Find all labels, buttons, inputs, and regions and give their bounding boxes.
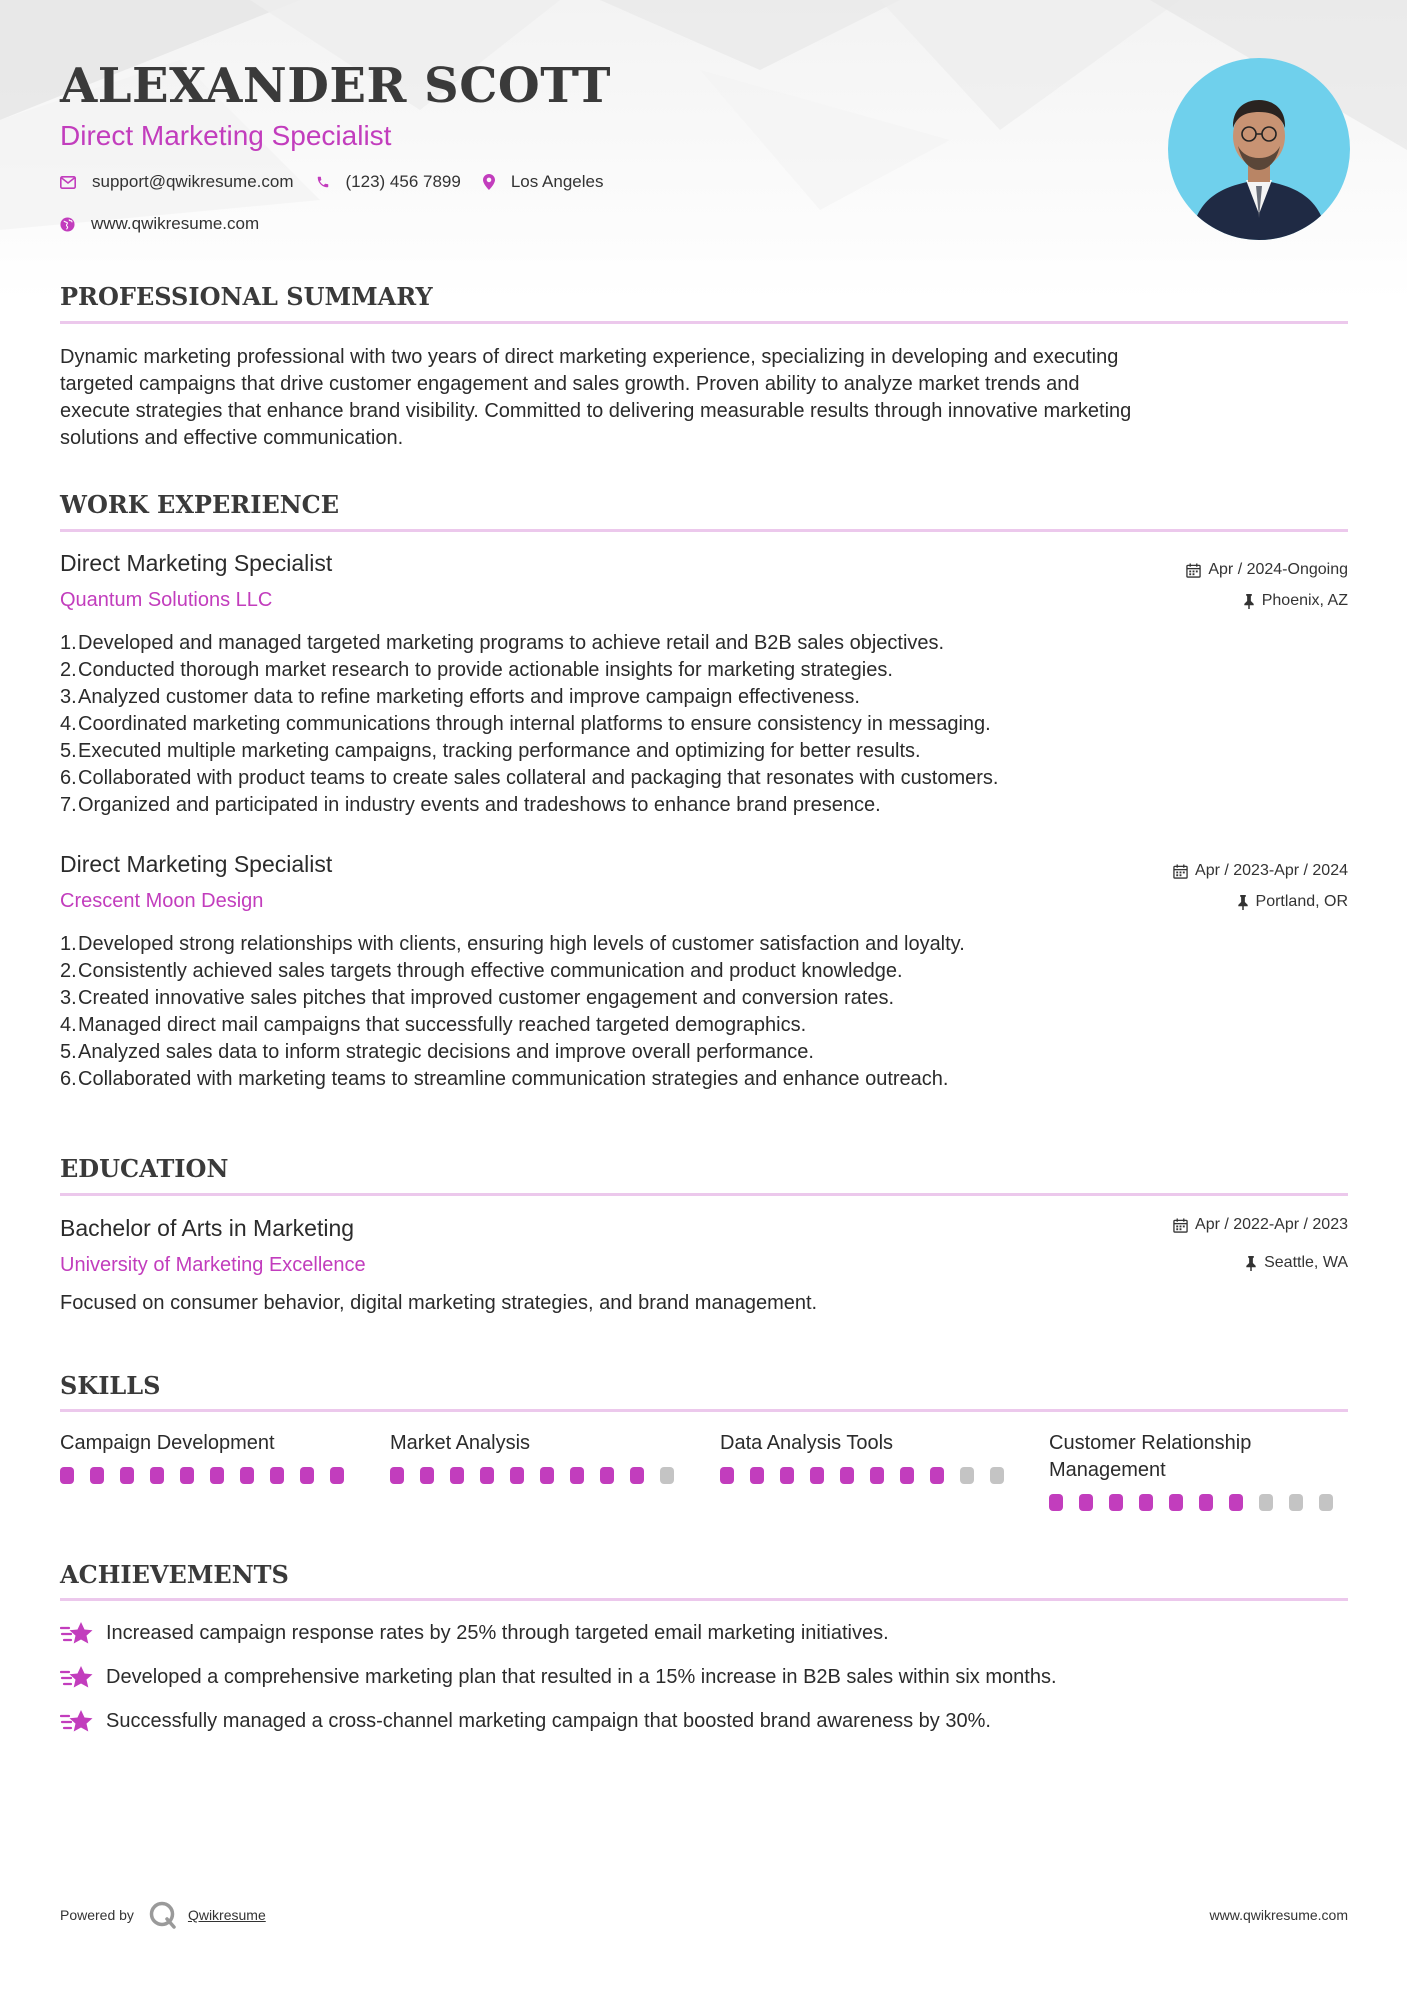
list-item: 1. Developed strong relationships with clients, ensuring high levels of customer satisfaction and loyalty. [60, 933, 965, 955]
shooting-star-icon [60, 1620, 94, 1646]
calendar-icon [1186, 563, 1201, 578]
section-title-experience: WORK EXPERIENCE [60, 490, 340, 519]
skill-item [1049, 1430, 1349, 1511]
list-item: 7. Organized and participated in industry events and tradeshows to enhance brand presence. [60, 794, 881, 816]
school-name: University of Marketing Excellence [60, 1254, 366, 1276]
skill-name: Management [1049, 1459, 1166, 1481]
skill-name: Campaign Development [60, 1432, 275, 1454]
section-title-achievements: ACHIEVEMENTS [60, 1560, 289, 1589]
phone-text: (123) 456 7899 [345, 172, 461, 191]
skill-rating [60, 1467, 360, 1484]
summary-line: execute strategies that enhance brand visibility. Committed to delivering measurable results through innovative marketing [60, 400, 1132, 422]
skill-item [60, 1430, 360, 1484]
job-dates [1173, 862, 1348, 880]
pushpin-icon [1243, 594, 1255, 609]
education-description: Focused on consumer behavior, digital marketing strategies, and brand management. [60, 1292, 818, 1314]
job-responsibilities [60, 630, 1348, 819]
rating-dot-filled [630, 1467, 644, 1484]
rating-dot-filled [450, 1467, 464, 1484]
job-title: Direct Marketing Specialist [60, 550, 333, 576]
envelope-icon [60, 176, 76, 189]
rating-dot-filled [1079, 1494, 1093, 1511]
rating-dot-filled [90, 1467, 104, 1484]
rating-dot-filled [510, 1467, 524, 1484]
job-location-text: Phoenix, AZ [1261, 592, 1348, 609]
rating-dot-filled [1109, 1494, 1123, 1511]
list-item: 4. Coordinated marketing communications through internal platforms to ensure consistency in messaging. [60, 713, 991, 735]
education-dates-text: Apr / 2022-Apr / 2023 [1195, 1216, 1348, 1233]
company-name: Crescent Moon Design [60, 890, 264, 912]
rating-dot-filled [210, 1467, 224, 1484]
degree-title: Bachelor of Arts in Marketing [60, 1215, 355, 1241]
rating-dot-empty [1319, 1494, 1333, 1511]
rating-dot-filled [840, 1467, 854, 1484]
rating-dot-filled [1139, 1494, 1153, 1511]
rating-dot-empty [960, 1467, 974, 1484]
profile-photo [1168, 58, 1350, 240]
list-item: 6. Collaborated with marketing teams to streamline communication strategies and enhance outreach. [60, 1068, 949, 1090]
rating-dot-filled [780, 1467, 794, 1484]
skill-rating [390, 1467, 690, 1484]
rating-dot-filled [240, 1467, 254, 1484]
rating-dot-empty [1289, 1494, 1303, 1511]
rating-dot-empty [1259, 1494, 1273, 1511]
contact-location [483, 172, 604, 192]
section-divider [60, 1409, 1348, 1412]
rating-dot-filled [120, 1467, 134, 1484]
rating-dot-empty [660, 1467, 674, 1484]
job-location-text: Portland, OR [1255, 893, 1348, 910]
achievement-item [60, 1664, 1057, 1690]
list-item: 1. Developed and managed targeted marketing programs to achieve retail and B2B sales objectives. [60, 632, 945, 654]
contact-row [60, 172, 625, 192]
rating-dot-filled [1169, 1494, 1183, 1511]
job-dates [1186, 561, 1348, 579]
rating-dot-filled [420, 1467, 434, 1484]
email-text: support@qwikresume.com [92, 172, 294, 191]
skill-item [720, 1430, 1020, 1484]
education-location-text: Seattle, WA [1264, 1254, 1348, 1271]
website-text: www.qwikresume.com [91, 214, 260, 233]
achievement-text: Increased campaign response rates by 25% through targeted email marketing initiatives. [106, 1621, 889, 1644]
section-divider [60, 1598, 1348, 1601]
rating-dot-filled [870, 1467, 884, 1484]
shooting-star-icon [60, 1708, 94, 1734]
powered-by-label: Powered by [60, 1907, 134, 1923]
rating-dot-filled [900, 1467, 914, 1484]
shooting-star-icon [60, 1664, 94, 1690]
section-title-education: EDUCATION [60, 1154, 229, 1183]
skill-rating [720, 1467, 1020, 1484]
rating-dot-filled [1049, 1494, 1063, 1511]
section-title-skills: SKILLS [60, 1371, 161, 1400]
candidate-role: Direct Marketing Specialist [60, 120, 392, 151]
summary-text [60, 344, 1348, 452]
rating-dot-filled [1199, 1494, 1213, 1511]
map-pin-icon [483, 174, 495, 190]
achievement-item [60, 1708, 991, 1734]
skill-rating [1049, 1494, 1349, 1511]
footer-powered-by [60, 1900, 266, 1930]
job-location [1243, 592, 1348, 610]
skill-item [390, 1430, 690, 1484]
contact-website[interactable] [60, 214, 259, 234]
calendar-icon [1173, 1218, 1188, 1233]
rating-dot-filled [540, 1467, 554, 1484]
contact-phone[interactable] [316, 172, 461, 192]
achievement-text: Successfully managed a cross-channel marketing campaign that boosted brand awareness by 30%. [106, 1709, 991, 1732]
rating-dot-filled [270, 1467, 284, 1484]
location-text: Los Angeles [510, 172, 604, 191]
rating-dot-filled [1229, 1494, 1243, 1511]
rating-dot-filled [750, 1467, 764, 1484]
qwikresume-logo-icon [148, 1900, 178, 1930]
education-dates [1173, 1216, 1348, 1234]
achievement-item [60, 1620, 889, 1646]
pushpin-icon [1237, 895, 1249, 910]
job-dates-text: Apr / 2023-Apr / 2024 [1195, 862, 1348, 879]
rating-dot-filled [300, 1467, 314, 1484]
list-item: 4. Managed direct mail campaigns that successfully reached targeted demographics. [60, 1014, 807, 1036]
summary-line: solutions and effective communication. [60, 427, 404, 449]
list-item: 6. Collaborated with product teams to create sales collateral and packaging that resonates with customers. [60, 767, 999, 789]
job-dates-text: Apr / 2024-Ongoing [1208, 561, 1348, 578]
rating-dot-filled [390, 1467, 404, 1484]
rating-dot-filled [810, 1467, 824, 1484]
list-item: 3. Analyzed customer data to refine marketing efforts and improve campaign effectiveness. [60, 686, 860, 708]
summary-line: Dynamic marketing professional with two years of direct marketing experience, specializing in developing and executing [60, 346, 1119, 368]
section-divider [60, 321, 1348, 324]
rating-dot-filled [330, 1467, 344, 1484]
company-name: Quantum Solutions LLC [60, 589, 273, 611]
list-item: 2. Consistently achieved sales targets through effective communication and product knowledge. [60, 960, 903, 982]
calendar-icon [1173, 864, 1188, 879]
skill-name: Data Analysis Tools [720, 1432, 894, 1454]
skill-name: Market Analysis [390, 1432, 531, 1454]
rating-dot-filled [180, 1467, 194, 1484]
globe-icon [60, 217, 75, 232]
section-divider [60, 529, 1348, 532]
job-responsibilities [60, 931, 1348, 1093]
summary-line: targeted campaigns that drive customer engagement and sales growth. Proven ability to analyze market trends and [60, 373, 1080, 395]
rating-dot-filled [930, 1467, 944, 1484]
rating-dot-filled [570, 1467, 584, 1484]
footer-website[interactable]: www.qwikresume.com [1209, 1907, 1348, 1923]
list-item: 2. Conducted thorough market research to provide actionable insights for marketing strategies. [60, 659, 893, 681]
skill-name: Customer Relationship [1049, 1432, 1252, 1454]
phone-icon [316, 175, 330, 189]
section-divider [60, 1193, 1348, 1196]
rating-dot-filled [480, 1467, 494, 1484]
education-location [1245, 1254, 1348, 1272]
list-item: 5. Executed multiple marketing campaigns, tracking performance and optimizing for better results. [60, 740, 921, 762]
rating-dot-filled [60, 1467, 74, 1484]
candidate-name: ALEXANDER SCOTT [60, 58, 611, 114]
achievement-text: Developed a comprehensive marketing plan that resulted in a 15% increase in B2B sales within six months. [106, 1665, 1057, 1688]
section-title-summary: PROFESSIONAL SUMMARY [60, 282, 433, 311]
list-item: 3. Created innovative sales pitches that improved customer engagement and conversion rates. [60, 987, 895, 1009]
rating-dot-empty [990, 1467, 1004, 1484]
contact-email[interactable] [60, 172, 294, 192]
pushpin-icon [1245, 1256, 1257, 1271]
rating-dot-filled [600, 1467, 614, 1484]
job-location [1237, 893, 1348, 911]
rating-dot-filled [720, 1467, 734, 1484]
qwikresume-link[interactable]: Qwikresume [187, 1907, 266, 1923]
rating-dot-filled [150, 1467, 164, 1484]
job-title: Direct Marketing Specialist [60, 851, 333, 877]
list-item: 5. Analyzed sales data to inform strategic decisions and improve overall performance. [60, 1041, 814, 1063]
